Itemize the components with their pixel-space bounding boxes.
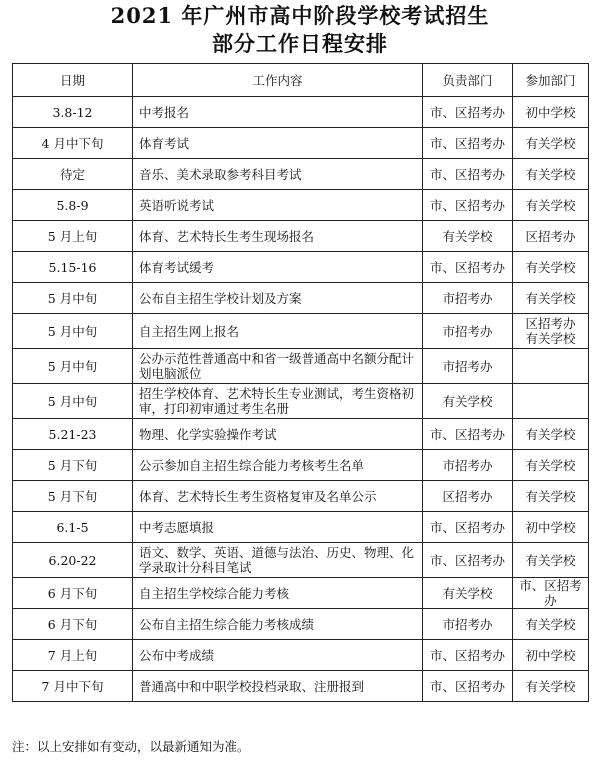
cell-date: 5 月下旬 [13,450,133,481]
cell-content: 中考志愿填报 [133,512,423,543]
table-row [13,543,589,578]
cell-content: 体育、艺术特长生考生资格复审及名单公示 [133,481,423,512]
cell-content: 公办示范性普通高中和省一级普通高中名额分配计划电脑派位 [133,349,423,384]
cell-responsible: 市、区招考办 [423,640,513,671]
cell-responsible: 市、区招考办 [423,543,513,578]
cell-date: 4 月中下旬 [13,128,133,159]
cell-date: 5.21-23 [13,419,133,450]
cell-participating: 有关学校 [513,543,589,578]
cell-participating [513,384,589,419]
cell-responsible: 市、区招考办 [423,190,513,221]
cell-date: 5 月中旬 [13,384,133,419]
cell-content: 公布自主招生综合能力考核成绩 [133,609,423,640]
cell-date: 6.20-22 [13,543,133,578]
cell-responsible: 有关学校 [423,578,513,609]
cell-responsible: 市、区招考办 [423,159,513,190]
cell-participating: 有关学校 [513,671,589,702]
cell-responsible: 区招考办 [423,481,513,512]
table-header-row [13,64,589,97]
cell-participating: 区招考办 [513,221,589,252]
schedule-table [12,63,589,702]
table-row [13,283,589,314]
cell-responsible: 有关学校 [423,221,513,252]
cell-content: 体育考试 [133,128,423,159]
table-row [13,640,589,671]
cell-content: 公示参加自主招生综合能力考核考生名单 [133,450,423,481]
table-row [13,190,589,221]
cell-date: 7 月中下旬 [13,671,133,702]
table-row [13,128,589,159]
table-row [13,609,589,640]
cell-content: 自主招生学校综合能力考核 [133,578,423,609]
cell-participating: 有关学校 [513,283,589,314]
cell-participating: 初中学校 [513,512,589,543]
cell-date: 5 月上旬 [13,221,133,252]
cell-participating: 有关学校 [513,609,589,640]
cell-date: 7 月上旬 [13,640,133,671]
header-participating: 参加部门 [513,64,589,97]
cell-responsible: 市、区招考办 [423,419,513,450]
cell-date: 3.8-12 [13,97,133,128]
title-line-2: 部分工作日程安排 [212,31,388,56]
table-row [13,578,589,609]
cell-responsible: 市、区招考办 [423,97,513,128]
cell-participating: 有关学校 [513,419,589,450]
table-row [13,97,589,128]
cell-responsible: 市、区招考办 [423,512,513,543]
table-row [13,252,589,283]
cell-date: 5 月中旬 [13,283,133,314]
table-row [13,159,589,190]
cell-responsible: 市招考办 [423,450,513,481]
cell-content: 普通高中和中职学校投档录取、注册报到 [133,671,423,702]
table-row [13,419,589,450]
cell-content: 物理、化学实验操作考试 [133,419,423,450]
cell-participating: 有关学校 [513,481,589,512]
table-row [13,481,589,512]
table-row [13,384,589,419]
cell-date: 5 月中旬 [13,314,133,349]
cell-responsible: 有关学校 [423,384,513,419]
header-responsible: 负责部门 [423,64,513,97]
cell-content: 自主招生网上报名 [133,314,423,349]
cell-content: 体育、艺术特长生考生现场报名 [133,221,423,252]
cell-date: 待定 [13,159,133,190]
cell-date: 5 月下旬 [13,481,133,512]
table-row [13,221,589,252]
table-row [13,349,589,384]
cell-content: 招生学校体育、艺术特长生专业测试，考生资格初审，打印初审通过考生名册 [133,384,423,419]
cell-responsible: 市、区招考办 [423,252,513,283]
table-row [13,450,589,481]
cell-content: 公布中考成绩 [133,640,423,671]
cell-date: 5.8-9 [13,190,133,221]
cell-content: 体育考试缓考 [133,252,423,283]
cell-date: 5.15-16 [13,252,133,283]
cell-participating: 有关学校 [513,252,589,283]
cell-responsible: 市、区招考办 [423,128,513,159]
cell-content: 语文、数学、英语、道德与法治、历史、物理、化学录取计分科目笔试 [133,543,423,578]
cell-participating: 有关学校 [513,190,589,221]
document-title [0,0,600,58]
cell-participating [513,349,589,384]
cell-date: 6 月下旬 [13,609,133,640]
cell-responsible: 市招考办 [423,314,513,349]
cell-date: 6 月下旬 [13,578,133,609]
cell-content: 音乐、美术录取参考科目考试 [133,159,423,190]
cell-date: 6.1-5 [13,512,133,543]
title-line-1: 2021 年广州市高中阶段学校考试招生 [110,3,490,28]
header-content: 工作内容 [133,64,423,97]
cell-responsible: 市招考办 [423,283,513,314]
cell-content: 中考报名 [133,97,423,128]
cell-responsible: 市、区招考办 [423,671,513,702]
cell-participating: 初中学校 [513,97,589,128]
cell-responsible: 市招考办 [423,349,513,384]
cell-date: 5 月中旬 [13,349,133,384]
cell-participating: 有关学校 [513,450,589,481]
cell-participating: 有关学校 [513,159,589,190]
table-row [13,314,589,349]
cell-content: 英语听说考试 [133,190,423,221]
header-date: 日期 [13,64,133,97]
cell-participating: 初中学校 [513,640,589,671]
table-row [13,671,589,702]
cell-responsible: 市招考办 [423,609,513,640]
footnote: 注：以上安排如有变动，以最新通知为准。 [12,739,250,754]
cell-participating: 区招考办 有关学校 [513,314,589,349]
cell-participating: 有关学校 [513,128,589,159]
cell-content: 公布自主招生学校计划及方案 [133,283,423,314]
table-row [13,512,589,543]
cell-participating: 市、区招考办 [513,578,589,609]
